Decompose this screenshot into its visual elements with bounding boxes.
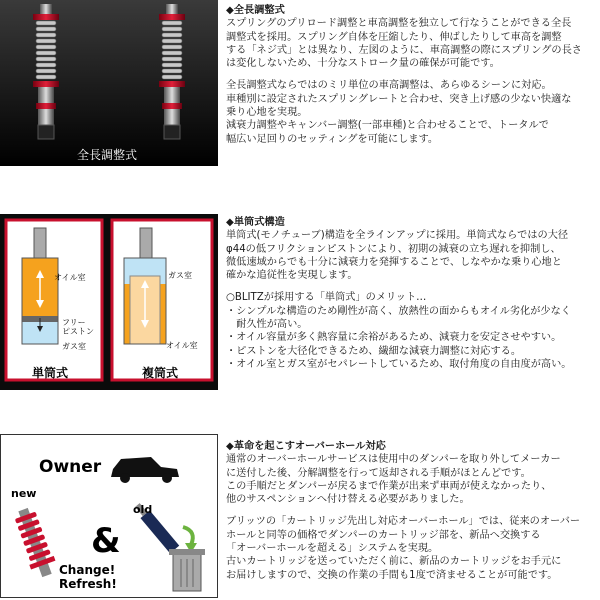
monotube-text [226, 216, 596, 371]
monotube-diagram [0, 214, 218, 390]
overhaul-illustration [0, 434, 218, 598]
text-line: ・シンプルな構造のため剛性が高く、放熱性の面からもオイル劣化が少なく [226, 305, 571, 317]
owner-label: Owner [39, 457, 102, 477]
text-line: スプリングのプリロード調整と車高調整を独立して行なうことができる全長 [226, 18, 572, 30]
text-line: ・ピストンを大径化できるため、繊細な減衰力調整に対応する。 [226, 345, 522, 357]
new-label: new [11, 487, 37, 500]
section-heading: ◆単筒式構造 [226, 217, 285, 228]
text-line: ホールと同等の価格でダンパーのカートリッジ部を、新品へ交換する [226, 529, 541, 541]
change-label: Change! [59, 563, 116, 577]
text-line: 通常のオーバーホールサービスは使用中のダンパーを取り外してメーカー [226, 454, 561, 466]
text-line: お届けしますので、交換の作業の手間も1度で済ませることが可能です。 [226, 569, 558, 581]
old-label: old [133, 503, 153, 516]
section-heading: ◆革命を起こすオーバーホール対応 [226, 441, 386, 452]
text-line: 耐久性が高い。 [226, 319, 308, 331]
arrow-icon [183, 527, 193, 545]
text-line: 古いカートリッジを送っていただく前に、新品のカートリッジをお手元に [226, 556, 562, 568]
text-line: 全長調整式ならではのミリ単位の車高調整は、あらゆるシーンに対応。 [226, 80, 552, 92]
label-gas-chamber-right: ガス室 [168, 271, 192, 280]
ampersand: & [91, 521, 121, 561]
text-line: 確かな追従性を実現します。 [226, 270, 358, 282]
text-line: 車種別に設定されたスプリングレートと合わせ、突き上げ感の少ない快適な [226, 93, 572, 105]
label-oil-chamber-right: オイル室 [166, 341, 198, 350]
refresh-label: Refresh! [59, 577, 117, 591]
label-monotube: 単筒式 [32, 366, 69, 380]
text-line: ○BLITZが採用する「単筒式」のメリット… [226, 292, 427, 304]
image-caption: 全長調整式 [77, 148, 138, 162]
text-line: 幅広い足回りのセッティングを可能にします。 [226, 133, 439, 145]
text-line: に送付した後、分解調整を行って返却される手順がほとんどです。 [226, 467, 531, 479]
text-line: 単筒式(モノチューブ)構造を全ラインアップに採用。単筒式ならではの大径 [226, 230, 569, 242]
text-line: この手順だとダンパーが戻るまで作業が出来ず車両が使えなかったり、 [226, 480, 552, 492]
text-line: 「オーバーホールを超える」システムを実現。 [226, 543, 439, 555]
text-line: 減衰力調整やキャンバー調整(一部車種)と合わせることで、トータルで [226, 120, 549, 132]
label-oil-chamber: オイル室 [54, 273, 86, 282]
label-free-piston: フリー ピストン [62, 318, 94, 336]
text-line: 調整式を採用。スプリング自体を圧縮したり、伸ばしたりして車高を調整 [226, 31, 562, 43]
section-monotube [0, 208, 600, 388]
section-heading: ◆全長調整式 [226, 5, 285, 16]
text-line: ・オイル容量が多く熱容量に余裕があるため、減衰力を安定させやすい。 [226, 332, 562, 344]
text-line: 微低速域からでも十分に減衰力を発揮することで、しなやかな乗り心地と [226, 256, 562, 268]
label-twintube: 複筒式 [142, 366, 179, 380]
section-overhaul [0, 432, 600, 600]
text-line: は変化しないため、十分なストローク量の確保が可能です。 [226, 58, 500, 70]
text-line: ブリッツの「カートリッジ先出し対応オーバーホール」では、従来のオーバー [226, 516, 581, 528]
label-gas-chamber: ガス室 [62, 342, 86, 351]
section-full-length-adjust [0, 0, 600, 170]
car-icon [111, 457, 179, 483]
text-line: 乗り心地を実現。 [226, 107, 308, 119]
text-line: 他のサスペンションへ付け替える必要がありました。 [226, 494, 470, 506]
text-line: する「ネジ式」とは異なり、左図のように、車高調整の際にスプリングの長さ [226, 44, 582, 56]
text-line: ・オイル室とガス室がセパレートしているため、取付角度の自由度が高い。 [226, 358, 572, 370]
trash-can-icon [169, 549, 205, 591]
full-length-text [226, 4, 596, 146]
overhaul-text [226, 440, 596, 582]
text-line: φ44の低フリクションピストンにより、初期の減衰の立ち遅れを抑制し、 [226, 243, 561, 255]
new-coilover-icon [11, 505, 59, 580]
coilover-illustration [0, 0, 218, 166]
coilover-photo [0, 0, 218, 166]
